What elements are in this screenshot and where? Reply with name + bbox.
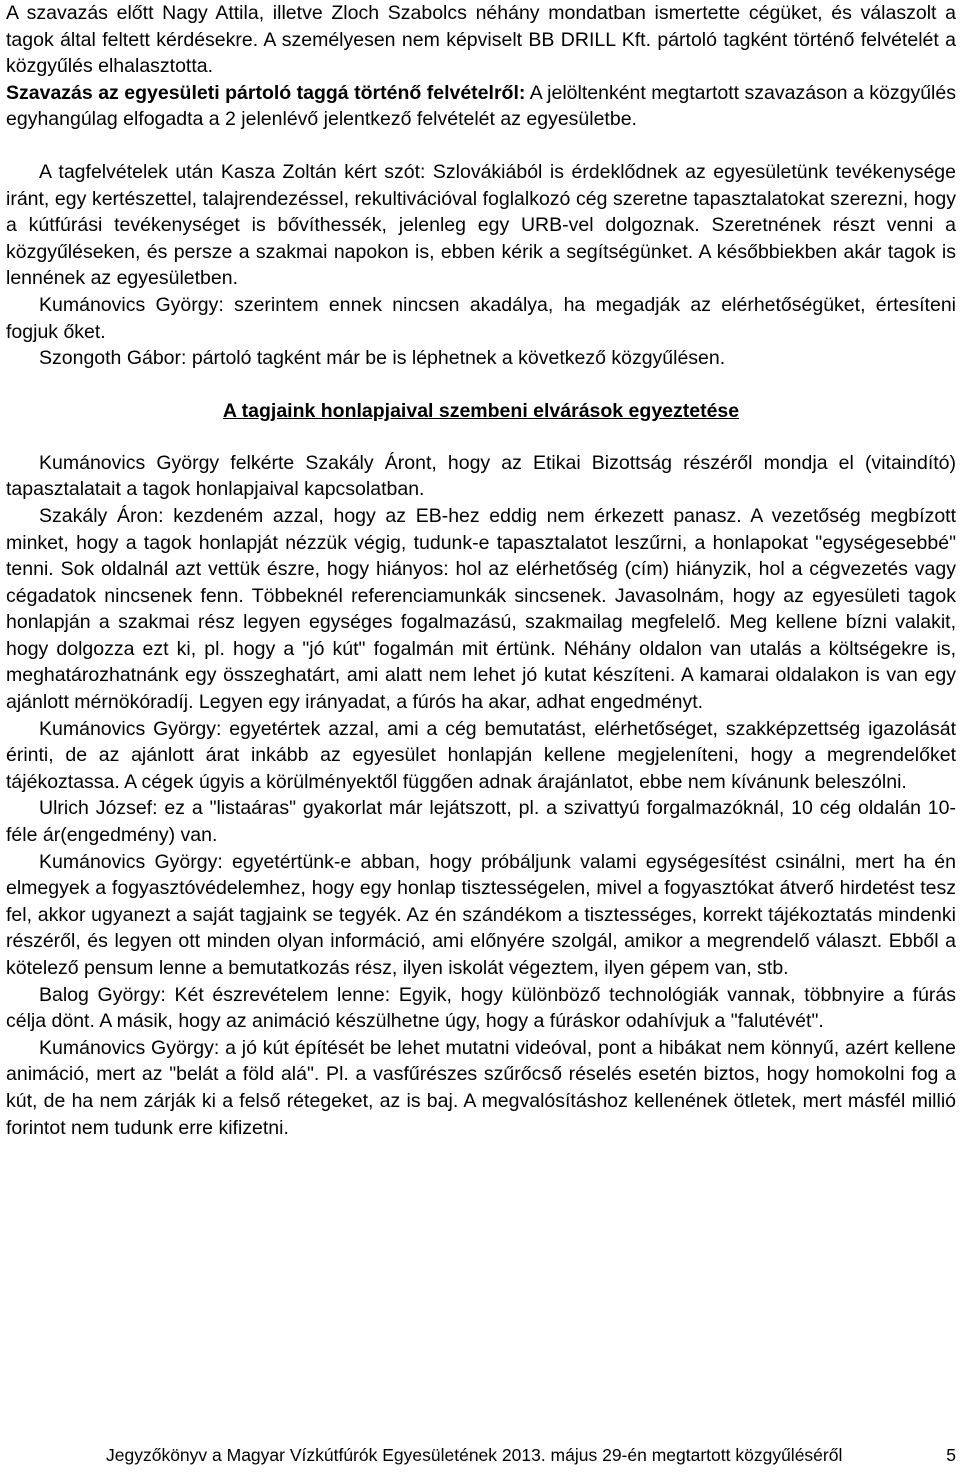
- document-page: [6, 0, 956, 1141]
- footer-text: Jegyzőkönyv a Magyar Vízkútfúrók Egyesületének 2013. május 29-én megtartott közgyűléséről: [106, 1445, 843, 1465]
- vote-label: Szavazás az egyesületi pártoló taggá történő felvételről:: [6, 81, 526, 104]
- paragraph-balog: Balog György: Két észrevételem lenne: Egyik, hogy különböző technológiák vannak, többnyire a fúrás célja dönt. A másik, hogy az animáció készülhetne úgy, hogy a fúráskor odahívjuk a "falutévét".: [6, 983, 956, 1033]
- paragraph-kumanovics-4: Kumánovics György: a jó kút építését be lehet mutatni videóval, pont a hibákat nem könnyű, azért kellene animáció, mert az "belát a föld alá". Pl. a vasfűrészes szűrőcső réselés esetén biztos, hogy homokolni fog a kút, de ha nem zárják ki a felső rétegeket, az is baj. A megvalósításhoz kellenének ötletek, mert másfél millió forintot nem tudunk erre kifizetni.: [6, 1036, 956, 1139]
- paragraph-ulrich: Ulrich József: ez a "listaáras" gyakorlat már lejátszott, pl. a szivattyú forgalmazóknál, 10 cég oldalán 10-féle ár(engedmény) van.: [6, 797, 956, 847]
- section-heading: A tagjaink honlapjaival szembeni elvárások egyeztetése: [222, 399, 740, 422]
- paragraph-company-presentation: A szavazás előtt Nagy Attila, illetve Zloch Szabolcs néhány mondatban ismertette cégüket, és válaszolt a tagok által feltett kérdésekre. A személyesen nem képviselt BB DRILL Kft. pártoló tagként történő felvételét a közgyűlés elhalasztotta.: [6, 2, 956, 78]
- paragraph-kasza: A tagfelvételek után Kasza Zoltán kért szót: Szlovákiából is érdeklődnek az egyesületünk tevékenysége iránt, egy kertészettel, talajrendezéssel, rekultivációval foglalkozó cég szeretne tapasztalatokat szerezni, hogy a kútfúrási tevékenységet is bővíthessék, jelenleg egy URB-vel dolgoznak. Szeretnének részt venni a közgyűléseken, és persze a szakmai napokon is, ebben kérik a segítségünket. A későbbiekben akár tagok is lennének az egyesületben.: [6, 160, 956, 290]
- page-number: 5: [946, 1445, 956, 1465]
- paragraph-kumanovics-1: Kumánovics György: szerintem ennek nincsen akadálya, ha megadják az elérhetőségüket, értesíteni fogjuk őket.: [6, 293, 956, 343]
- paragraph-szakaly: Szakály Áron: kezdeném azzal, hogy az EB-hez eddig nem érkezett panasz. A vezetőség megbízott minket, hogy a tagok honlapját nézzük végig, tudunk-e tapasztalatot leszűrni, a honlapokat "egységesebbé" tenni. Sok oldalnál azt vettük észre, hogy hiányos: hol az elérhetőség (cím) hiányzik, hol a cégvezetés vagy cégadatok nincsenek fenn. Többeknél referenciamunkák sincsenek. Javasolnám, hogy az egyesületi tagok honlapján a szakmai rész legyen egységes fogalmazású, szakmailag megfelelő. Meg kellene bízni valakit, hogy dolgozza ezt ki, pl. hogy a "jó kút" fogalmán mit értünk. Néhány oldalon van utalás a költségekre is, meghatározhatnánk egy összeghatárt, ami alatt nem lehet jó kutat készíteni. A kamarai oldalakon is van egy ajánlott mérnökóradíj. Legyen egy irányadat, a fúrós ha akar, adhat engedményt.: [6, 504, 956, 714]
- vote-text: A jelöltenként megtartott szavazáson a közgyűlés egyhangúlag elfogadta a 2 jelenlévő jelentkező felvételét az egyesületbe.: [6, 81, 956, 131]
- paragraph-kumanovics-3: Kumánovics György: egyetértünk-e abban, hogy próbáljunk valami egységesítést csinálni, mert ha én elmegyek a fogyasztóvédelemhez, hogy egy honlap tisztességelen, mivel a fogyasztókat átverő hirdetést tesz fel, akkor ugyanezt a saját tagjaink se tegyék. Az én szándékom a tisztességes, korrekt tájékoztatás mindenki részéről, és legyen ott minden olyan információ, ami előnyére szolgál, amikor a megrendelő választ. Ebből a kötelező pensum lenne a bemutatkozás rész, ilyen iskolát végeztem, ilyen gépem van, stb.: [6, 850, 956, 979]
- paragraph-vote: [6, 80, 956, 133]
- paragraph-kumanovics-2: Kumánovics György: egyetértek azzal, ami a cég bemutatást, elérhetőséget, szakképzettség igazolását érinti, de az ajánlott árat inkább az egyesület honlapján kellene megjeleníteni, hogy a megrendelőket tájékoztassa. A cégek úgyis a körülményektől függően adnak árajánlatot, ebbe nem kívánunk beleszólni.: [6, 717, 956, 793]
- paragraph-szongoth: Szongoth Gábor: pártoló tagként már be is léphetnek a következő közgyűlésen.: [39, 347, 726, 370]
- paragraph-request: Kumánovics György felkérte Szakály Áront, hogy az Etikai Bizottság részéről mondja el (vitaindító) tapasztalatait a tagok honlapjaival kapcsolatban.: [6, 451, 956, 501]
